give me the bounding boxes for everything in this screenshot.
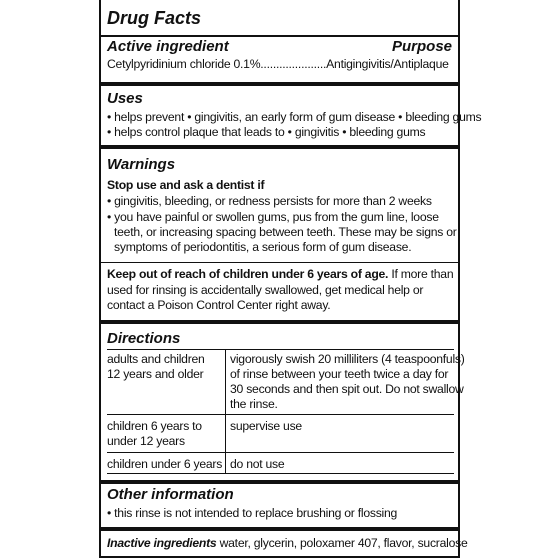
stop-use-heading: Stop use and ask a dentist if	[107, 178, 265, 192]
inactive-ingredients-text: water, glycerin, poloxamer 407, flavor, sucralose	[216, 536, 468, 550]
ingredient-purpose: Antigingivitis/Antiplaque	[326, 57, 449, 71]
warning-bullet-1: • gingivitis, bleeding, or redness persists for more than 2 weeks	[107, 194, 432, 208]
directions-row-1-text-l4: the rinse.	[230, 397, 278, 411]
warning-bullet-2-line-3: symptoms of periodontitis, a serious form of gum disease.	[114, 240, 412, 254]
warning-bullet-2-line-1: • you have painful or swollen gums, pus from the gum line, loose	[107, 210, 439, 224]
directions-row-3-text: do not use	[230, 457, 285, 471]
section-rule-3	[101, 320, 458, 324]
drug-facts-title: Drug Facts	[107, 8, 202, 28]
directions-table-top	[107, 349, 454, 350]
warning-bullet-2-line-2: teeth, or increasing spacing between teeth. These may be signs or	[114, 225, 457, 239]
section-rule-2	[101, 145, 458, 149]
inactive-ingredients-line	[107, 536, 468, 550]
drug-facts-panel	[99, 0, 482, 558]
inactive-ingredients-heading: Inactive ingredients	[107, 536, 217, 550]
keep-out-line-2: used for rinsing is accidentally swallowed, get medical help or	[107, 283, 424, 297]
directions-row-1-label-l2: 12 years and older	[107, 367, 204, 381]
section-rule-1	[101, 82, 458, 86]
active-ingredient-line	[107, 57, 452, 71]
section-rule-5	[101, 527, 458, 531]
directions-row-2-label-l2: under 12 years	[107, 434, 185, 448]
directions-row-3-label: children under 6 years	[107, 457, 223, 471]
keep-out-bold: Keep out of reach of children under 6 years of age.	[107, 267, 389, 281]
section-rule-4	[101, 480, 458, 484]
directions-row-divider-2	[107, 452, 454, 453]
warnings-heading: Warnings	[107, 156, 176, 173]
ingredient-name: Cetylpyridinium chloride 0.1%	[107, 57, 261, 71]
other-information-line: • this rinse is not intended to replace brushing or flossing	[107, 506, 398, 520]
keep-out-rest: If more than	[388, 267, 454, 281]
directions-row-divider-1	[107, 414, 454, 415]
title-rule	[101, 35, 458, 37]
warnings-divider	[101, 262, 458, 263]
directions-row-1-text-l3: 30 seconds and then spit out. Do not swallow	[230, 382, 464, 396]
directions-table-divider	[225, 349, 226, 473]
other-information-heading: Other information	[107, 486, 234, 503]
purpose-heading: Purpose	[391, 38, 452, 55]
uses-line-2: • helps control plaque that leads to • gingivitis • bleeding gums	[107, 125, 426, 139]
directions-row-1-text-l2: of rinse between your teeth twice a day for	[230, 367, 449, 381]
active-ingredient-heading: Active ingredient	[107, 38, 229, 55]
keep-out-line-1	[107, 267, 452, 281]
directions-row-1-label-l1: adults and children	[107, 352, 205, 366]
directions-table-bottom	[107, 473, 454, 474]
keep-out-line-3: contact a Poison Control Center right away.	[107, 298, 331, 312]
leader-dots: .....................	[260, 57, 327, 71]
directions-row-1-text-l1: vigorously swish 20 milliliters (4 teaspoonfuls)	[230, 352, 465, 366]
uses-line-1: • helps prevent • gingivitis, an early form of gum disease • bleeding gums	[107, 110, 482, 124]
directions-row-2-label-l1: children 6 years to	[107, 419, 202, 433]
directions-heading: Directions	[107, 330, 181, 347]
directions-row-2-text: supervise use	[230, 419, 302, 433]
uses-heading: Uses	[107, 90, 143, 107]
